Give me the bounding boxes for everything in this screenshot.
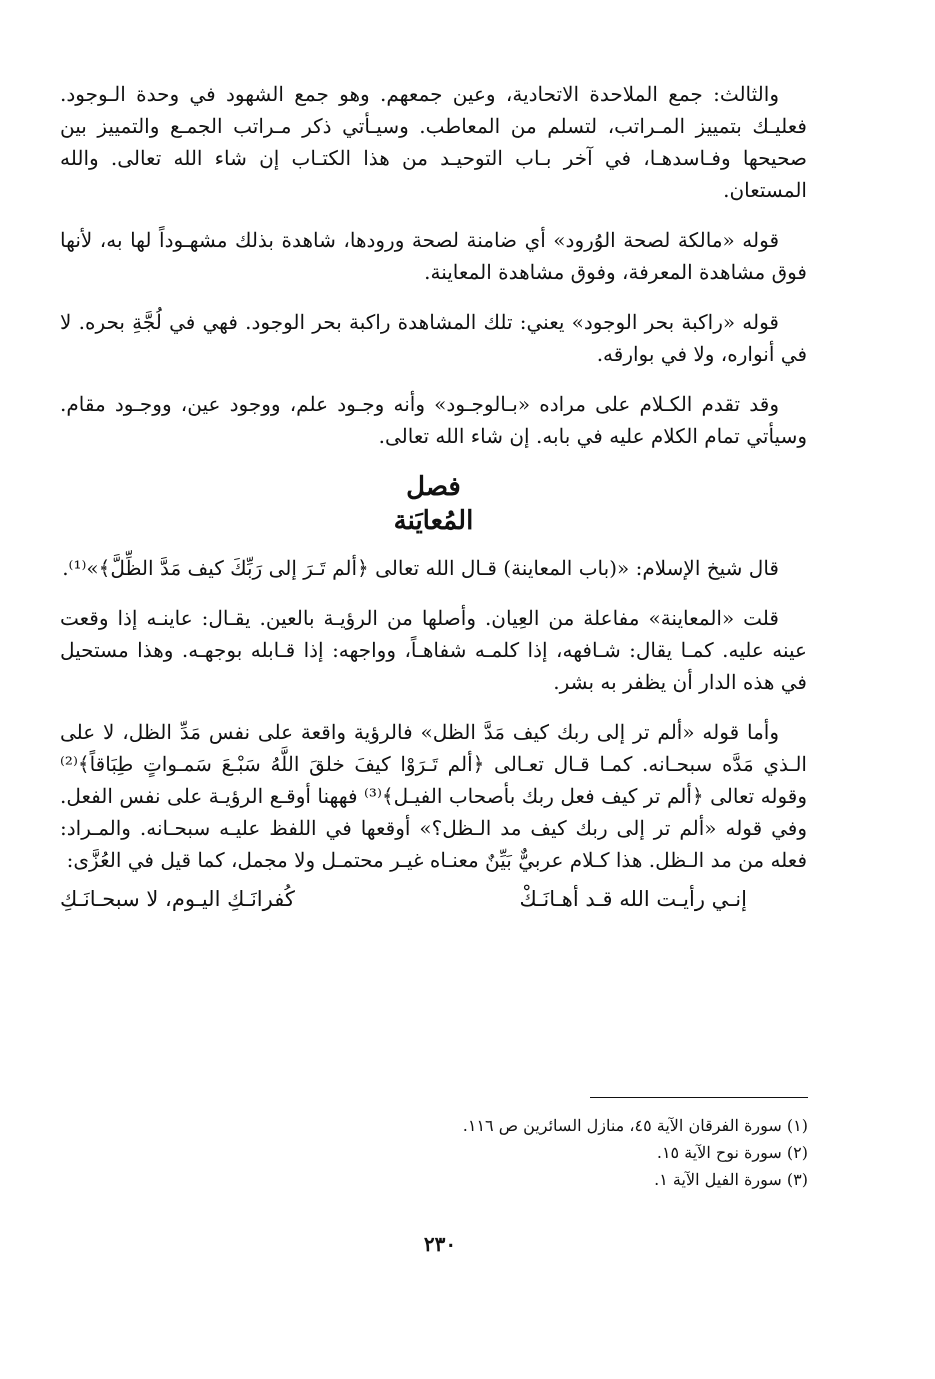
paragraph-wujud: وقد تقدم الكـلام على مراده «بـالوجـود» وأنه وجـود علم، ووجود عين، ووجـود مقام. وسيأتي تمام الكلام عليه في بابه. إن شاء الله تعالى. [60,392,807,448]
page-body [60,78,807,916]
poem-hemistich-left: كُفرانَـكِ اليـوم، لا سبحـانَـكِ [60,887,295,911]
footnote-2: (٢) سورة نوح الآية ١٥. [656,1143,808,1162]
page-number: ٢٣٠ [423,1232,457,1256]
footnotes [300,1112,808,1193]
section-heading [60,470,807,538]
paragraph-rakiba: قوله «راكبة بحر الوجود» يعني: تلك المشاهدة راكبة بحر الوجود. فهي في لُجَّةِ بحره. لا في أنواره، ولا في بوارقه. [60,310,807,366]
paragraph-malika: قوله «مالكة لصحة الوُرود» أي ضامنة لصحة ورودها، شاهدة بذلك مشهـوداً لها به، لأنها فوق مشاهدة المعرفة، وفوق مشاهدة المعاينة. [60,228,807,284]
paragraph-third-level: والثالث: جمع الملاحدة الاتحادية، وعين جمعهم. وهو جمع الشهود في وحدة الـوجود. فعليـك بتمييز المـراتب، لتسلم من المعاطب. وسيـأتي ذكر مـراتب الجمـع والتمييز بين صحيحها وفـاسدهـا، في آخر بـاب التوحيـد من هذا الكتـاب إن شاء الله تعالى. والله المستعان. [60,82,807,202]
poem-hemistich-right: إنـي رأيـت الله قـد أهـانَـكْ [519,887,747,911]
heading-fasl: فصل [406,472,461,502]
footnote-1: (١) سورة الفرقان الآية ٤٥، منازل السائرين ص ١١٦. [462,1116,808,1135]
paragraph-shaykh-quote: قال شيخ الإسلام: «(باب المعاينة) قـال الله تعالى ﴿ألم تَـرَ إلى رَبِّكَ كيف مَدَّ الظِّلَّ﴾»⁽¹⁾. [62,556,779,580]
paragraph-definition: قلت «المعاينة» مفاعلة من العِيان. وأصلها من الرؤيـة بالعين. يقـال: عاينـه إذا وقعت عينه عليه. كمـا يقال: شـافهه، إذا كلمـه شفاهـاً، وواجهه: إذا قـابله بوجهـه. وهذا مستحيل في هذه الدار أن يظفر به بشر. [60,606,807,694]
footnote-divider [590,1097,808,1098]
paragraph-explanation: وأما قوله «ألم تر إلى ربك كيف مَدَّ الظل» فالرؤية واقعة على نفس مَدِّ الظل، لا على الـذي مَدَّه سبحـانه. كمـا قـال تعـالى ﴿ألم تَـرَوْا كيفَ خلقَ اللَّهُ سَبْـعَ سَمـواتٍ طِبَاقاً﴾⁽²⁾ وقوله تعالى ﴿ألم تر كيف فعل ربك بأصحاب الفيـل﴾⁽³⁾ فههنا أوقـع الرؤيـة على نفس الفعل. وفي قوله «ألم تر إلى ربك كيف مد الـظل؟» أوقعها في اللفظ عليـه سبحـانه. والمـراد: فعله من مد الـظل. هذا كـلام عربيٌّ بَيِّنٌ معنـاه غيـر محتمـل ولا مجمل، كما قيل في العُزَّى: [60,720,807,872]
poem-verse [60,882,807,916]
footnote-3: (٣) سورة الفيل الآية ١. [654,1170,808,1189]
heading-muayana: المُعايَنة [393,506,474,536]
